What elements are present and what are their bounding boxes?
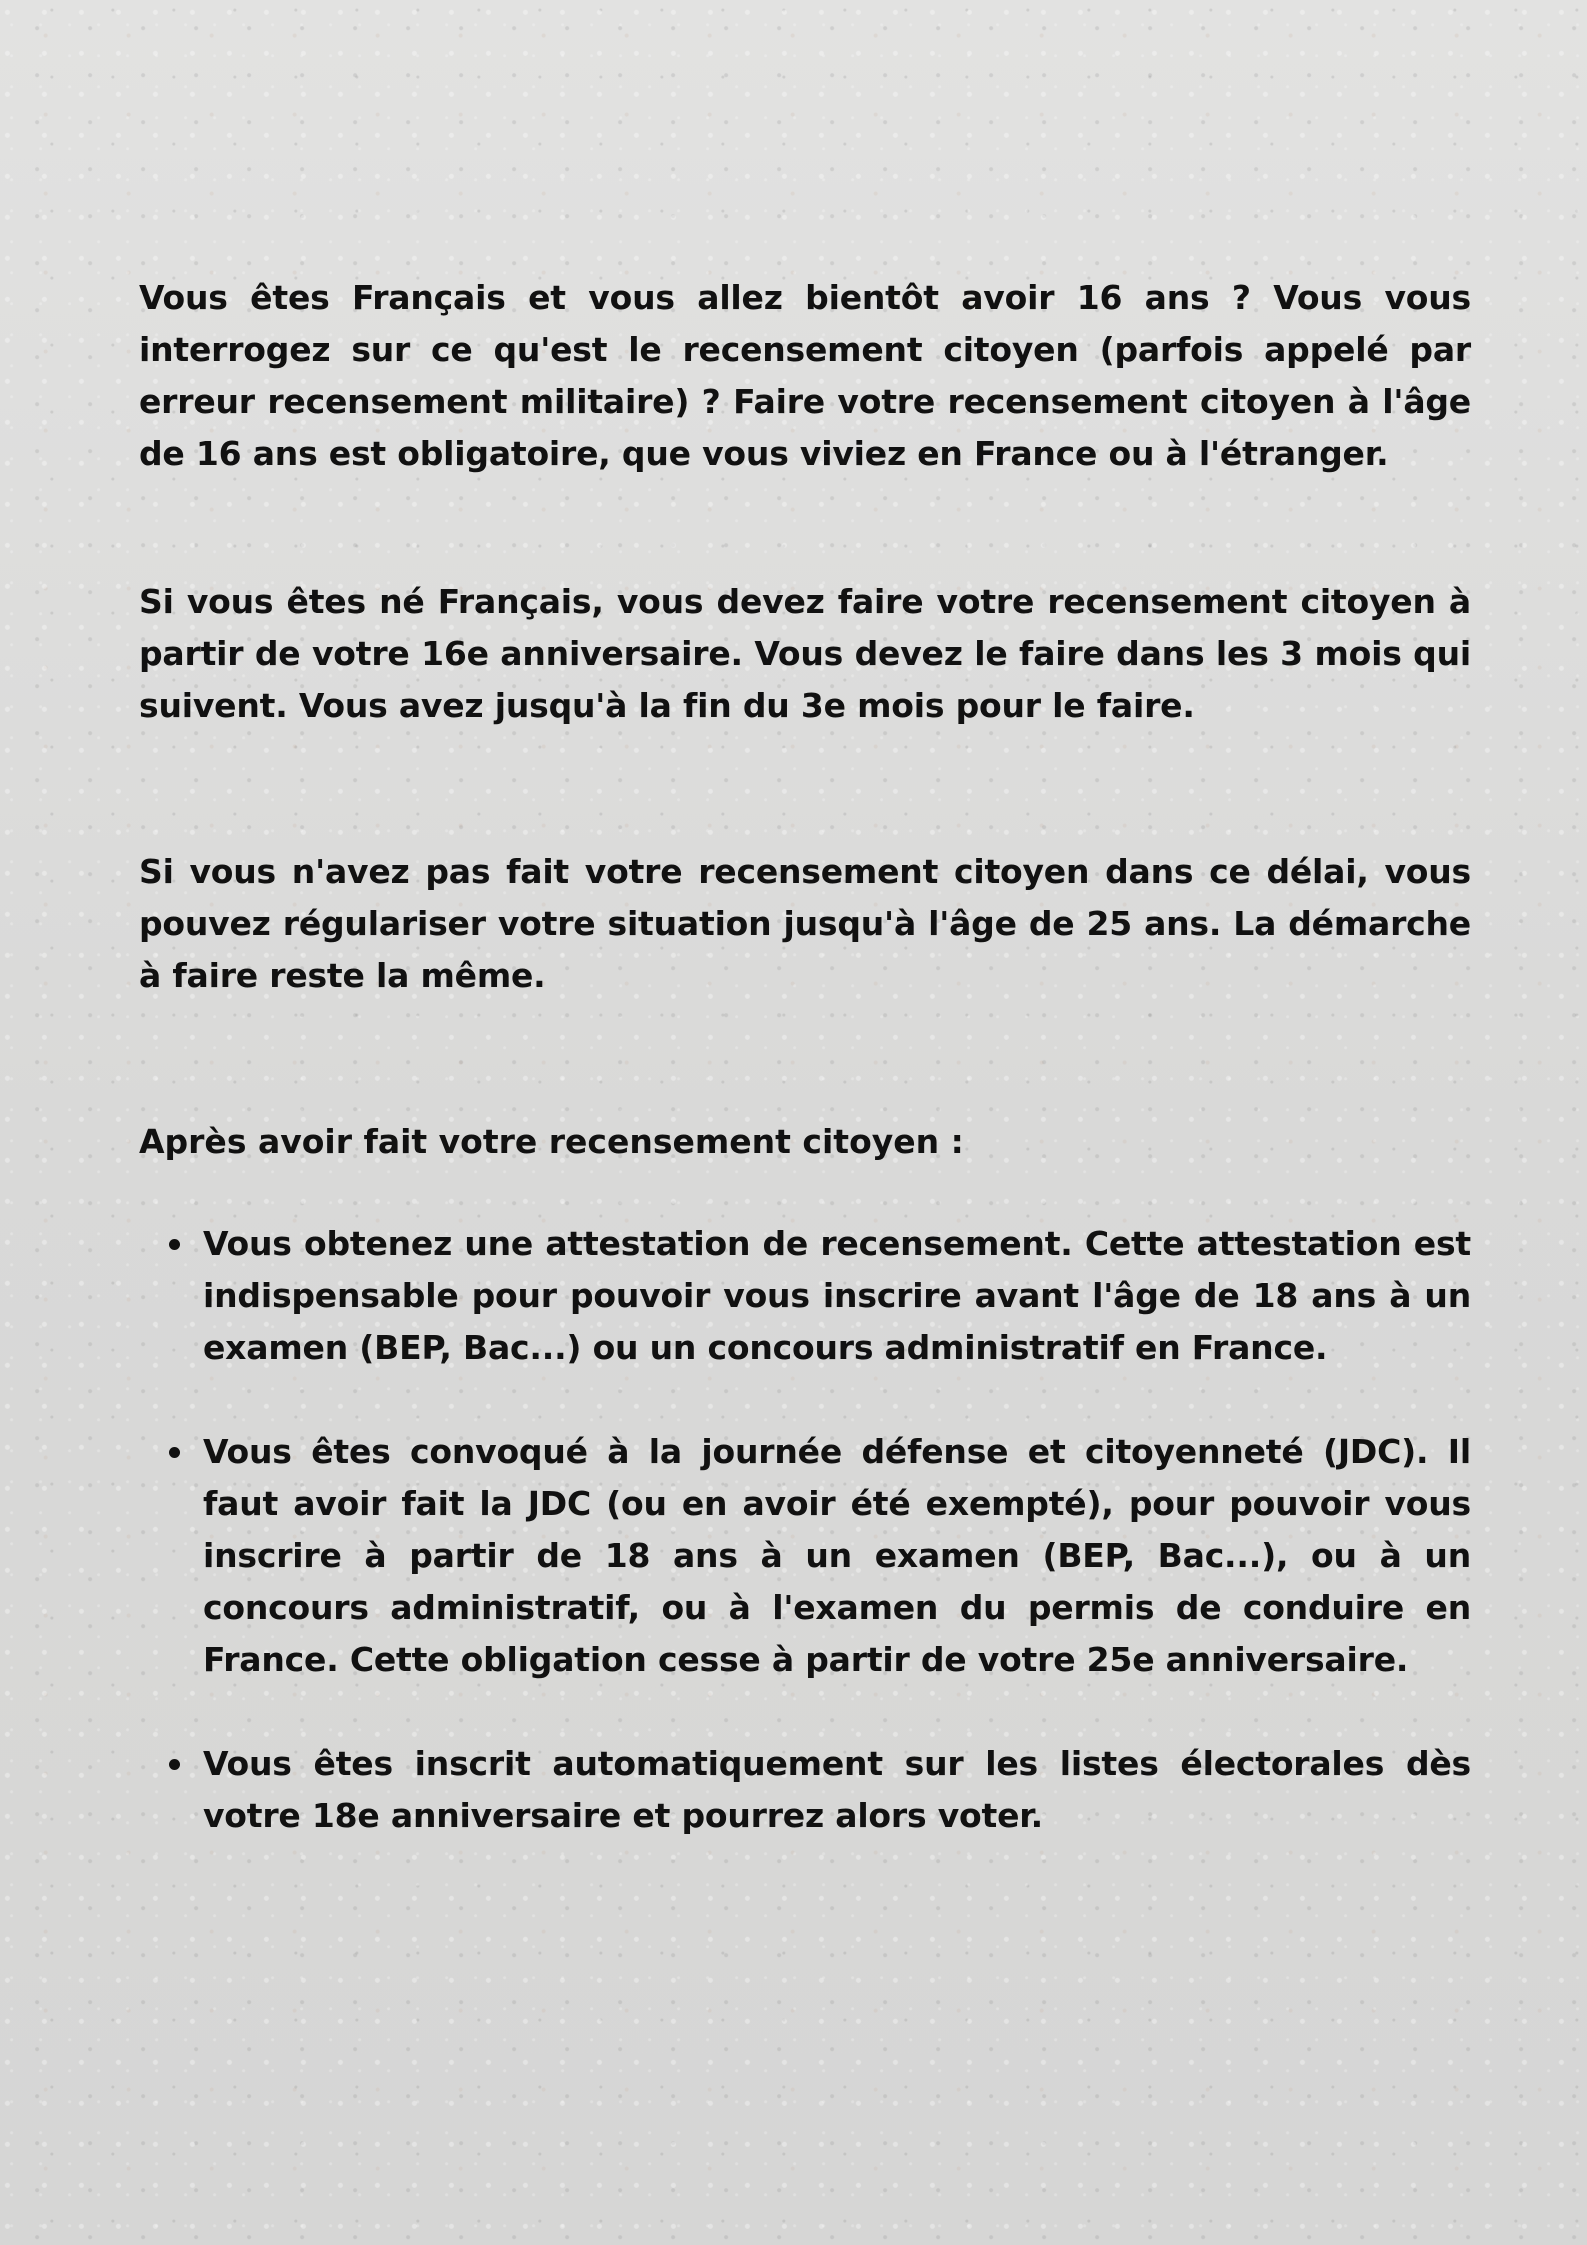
bullet-icon [169,1447,180,1458]
consequences-list [139,1218,1471,1842]
list-heading: Après avoir fait votre recensement citoyen : [139,1122,964,1161]
list-item-text: Vous obtenez une attestation de recensement. Cette attestation est indispensable pour pouvoir vous inscrire avant l'âge de 18 ans à un examen (BEP, Bac...) ou un concours administratif en France. [203,1224,1471,1367]
regularisation-paragraph: Si vous n'avez pas fait votre recensement citoyen dans ce délai, vous pouvez régulariser votre situation jusqu'à l'âge de 25 ans. La démarche à faire reste la même. [139,852,1471,995]
list-item [139,1218,1471,1374]
bullet-icon [169,1239,180,1250]
list-item [139,1426,1471,1686]
document-body [139,272,1471,1894]
list-item [139,1738,1471,1842]
timing-paragraph: Si vous êtes né Français, vous devez faire votre recensement citoyen à partir de votre 16e anniversaire. Vous devez le faire dans les 3 mois qui suivent. Vous avez jusqu'à la fin du 3e mois pour le faire. [139,582,1471,725]
bullet-icon [169,1759,180,1770]
list-item-text: Vous êtes inscrit automatiquement sur les listes électorales dès votre 18e anniversaire et pourrez alors voter. [203,1744,1471,1835]
intro-paragraph: Vous êtes Français et vous allez bientôt avoir 16 ans ? Vous vous interrogez sur ce qu'est le recensement citoyen (parfois appelé par erreur recensement militaire) ? Faire votre recensement citoyen à l'âge de 16 ans est obligatoire, que vous viviez en France ou à l'étranger. [139,278,1471,473]
list-item-text: Vous êtes convoqué à la journée défense et citoyenneté (JDC). Il faut avoir fait la JDC (ou en avoir été exempté), pour pouvoir vous inscrire à partir de 18 ans à un examen (BEP, Bac...), ou à un concours administratif, ou à l'examen du permis de conduire en France. Cette obligation cesse à partir de votre 25e anniversaire. [203,1432,1471,1679]
